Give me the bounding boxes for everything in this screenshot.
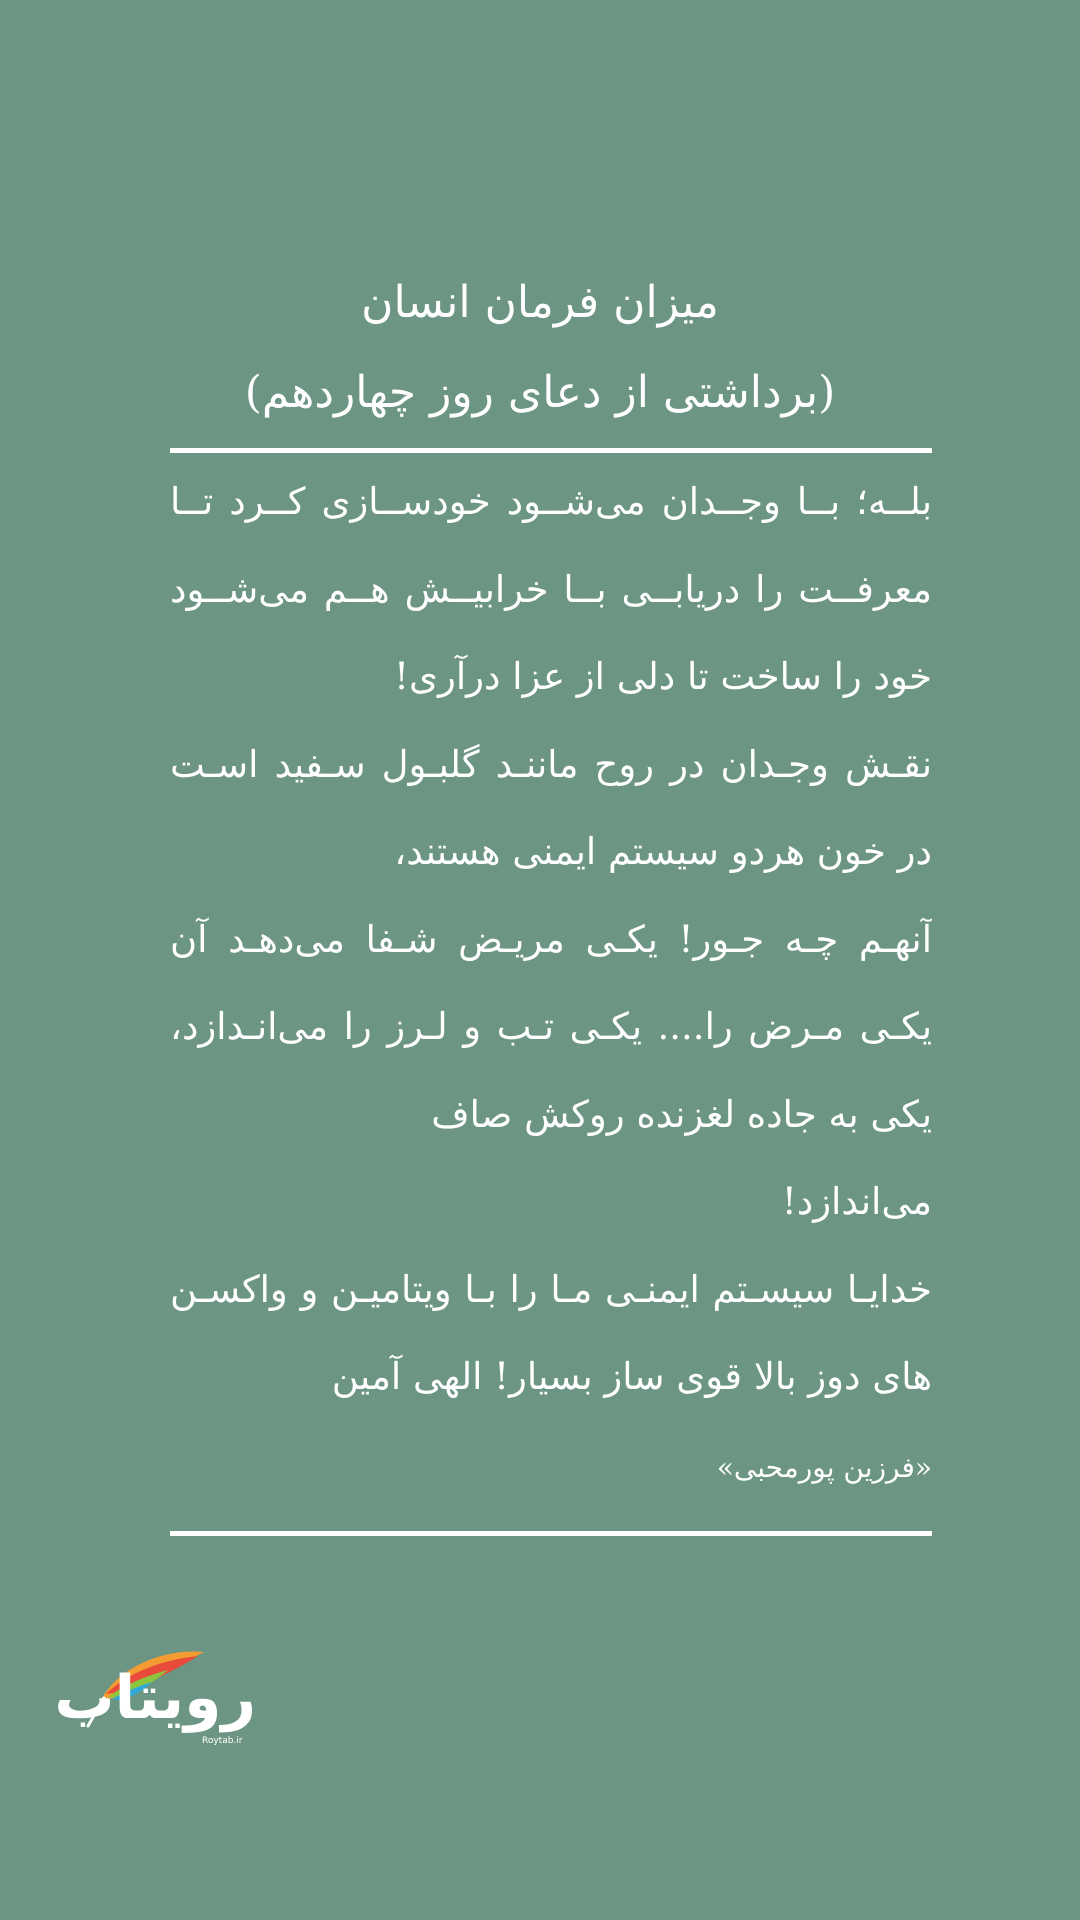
poem-line: یکـی مـرض را.... یکـی تـب و لـرز را می‌انـدازد،	[170, 1005, 932, 1048]
roytab-logo	[54, 1640, 260, 1760]
poem-line: یکی به جاده لغزنده روکش صاف	[431, 1092, 932, 1136]
poem-line: آنهـم چـه جـور! یکـی مریـض شـفا می‌دهـد آن	[170, 917, 932, 961]
poem-line: می‌اندازد!	[781, 1180, 932, 1223]
bottom-divider	[170, 1531, 932, 1536]
top-divider	[170, 448, 932, 453]
page-subtitle: (برداشتی از دعای روز چهاردهم)	[244, 367, 836, 418]
poem-line: در خون هردو سیستم ایمنی هستند،	[394, 830, 932, 873]
poem-line: نقـش وجـدان در روح ماننـد گلبـول سـفید اسـت	[170, 742, 932, 786]
poem-line: معرفــت را دریابــی بــا خرابیــش هــم می‌شــود	[170, 567, 932, 611]
poem-line: های دوز بالا قوی ساز بسیار! الهی آمین	[331, 1355, 932, 1398]
poem-line: خود را ساخت تا دلی از عزا درآری!	[394, 655, 932, 698]
page-title: میزان فرمان انسان	[361, 277, 719, 328]
author-credit: «فرزین پورمحبی»	[716, 1451, 932, 1484]
title-block	[0, 258, 1080, 438]
logo-domain: Roytab.ir	[202, 1736, 243, 1746]
poem-line: بلــه؛ بــا وجــدان می‌شــود خودســازی کــرد تــا	[170, 480, 932, 523]
poem-line: خدایـا سیسـتم ایمنـی مـا را بـا ویتامیـن و واکسـن	[170, 1267, 932, 1311]
logo-wordmark: رویتاب	[54, 1663, 256, 1733]
poem-body	[170, 464, 932, 1427]
